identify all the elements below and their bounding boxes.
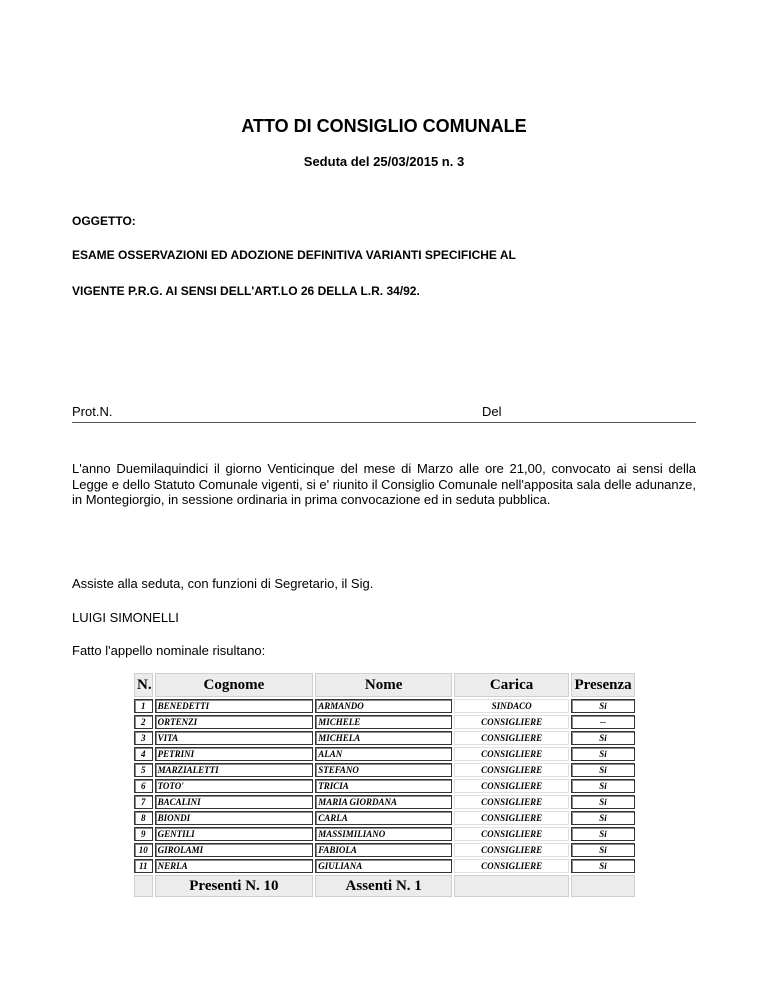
row-presenza: Si [571,779,635,793]
row-number: 11 [134,859,153,873]
row-presenza: Si [571,811,635,825]
row-nome: MASSIMILIANO [315,827,452,841]
row-presenza: Si [571,859,635,873]
row-number: 8 [134,811,153,825]
table-row [134,779,635,793]
footer-empty-cell [571,875,635,897]
row-cognome: VITA [155,731,314,745]
row-cognome: GENTILI [155,827,314,841]
row-carica: CONSIGLIERE [454,715,569,729]
row-nome: FABIOLA [315,843,452,857]
document-title: ATTO DI CONSIGLIO COMUNALE [241,116,527,136]
row-nome: MARIA GIORDANA [315,795,452,809]
row-carica: CONSIGLIERE [454,763,569,777]
footer-empty-cell [454,875,569,897]
footer-presenti: Presenti N. 10 [155,875,314,897]
row-cognome: MARZIALETTI [155,763,314,777]
row-nome: TRICIA [315,779,452,793]
attendance-table [132,671,637,899]
appello-text: Fatto l'appello nominale risultano: [72,643,266,658]
row-cognome: BIONDI [155,811,314,825]
row-cognome: BENEDETTI [155,699,314,713]
header-n: N. [134,673,153,697]
row-presenza: Si [571,763,635,777]
del-label: Del [482,404,502,419]
row-presenza: Si [571,699,635,713]
table-row [134,827,635,841]
row-cognome: NERLA [155,859,314,873]
row-number: 1 [134,699,153,713]
row-presenza: Si [571,843,635,857]
row-nome: MICHELA [315,731,452,745]
table-row [134,811,635,825]
row-cognome: TOTO' [155,779,314,793]
secretary-name: LUIGI SIMONELLI [72,610,179,625]
header-carica: Carica [454,673,569,697]
row-presenza: Si [571,747,635,761]
table-row [134,699,635,713]
oggetto-line-2: VIGENTE P.R.G. AI SENSI DELL'ART.LO 26 DELLA L.R. 34/92. [72,284,420,298]
assiste-text: Assiste alla seduta, con funzioni di Segretario, il Sig. [72,576,374,591]
table-row [134,715,635,729]
table-footer-row [134,875,635,897]
row-nome: MICHELE [315,715,452,729]
row-number: 3 [134,731,153,745]
row-nome: GIULIANA [315,859,452,873]
row-carica: CONSIGLIERE [454,731,569,745]
session-subtitle: Seduta del 25/03/2015 n. 3 [303,154,465,169]
row-number: 7 [134,795,153,809]
row-nome: STEFANO [315,763,452,777]
row-number: 9 [134,827,153,841]
row-presenza: Si [571,795,635,809]
row-number: 2 [134,715,153,729]
row-number: 4 [134,747,153,761]
row-carica: CONSIGLIERE [454,747,569,761]
table-row [134,763,635,777]
footer-assenti: Assenti N. 1 [315,875,452,897]
row-nome: CARLA [315,811,452,825]
header-cognome: Cognome [155,673,314,697]
header-nome: Nome [315,673,452,697]
row-cognome: PETRINI [155,747,314,761]
table-row [134,795,635,809]
header-presenza: Presenza [571,673,635,697]
prot-label: Prot.N. [72,404,113,419]
row-nome: ALAN [315,747,452,761]
table-header-row [134,673,635,697]
oggetto-label: OGGETTO: [72,214,136,228]
row-number: 5 [134,763,153,777]
row-carica: CONSIGLIERE [454,795,569,809]
table-row [134,731,635,745]
footer-empty-cell [134,875,153,897]
row-cognome: BACALINI [155,795,314,809]
row-nome: ARMANDO [315,699,452,713]
row-carica: CONSIGLIERE [454,859,569,873]
row-carica: CONSIGLIERE [454,827,569,841]
row-presenza: Si [571,827,635,841]
session-paragraph: L'anno Duemilaquindici il giorno Venticinque del mese di Marzo alle ore 21,00, convocato ai sensi della Legge e dello Statuto Comunale vigenti, si e' riunito il Consiglio Comunale nell'apposita sala delle adunanze, in Montegiorgio, in sessione ordinaria in prima convocazione ed in seduta pubblica. [72,461,696,507]
row-presenza: -- [571,715,635,729]
oggetto-line-1: ESAME OSSERVAZIONI ED ADOZIONE DEFINITIVA VARIANTI SPECIFICHE AL [72,248,516,262]
row-carica: CONSIGLIERE [454,779,569,793]
protocol-row [72,404,696,423]
table-row [134,859,635,873]
table-row [134,843,635,857]
row-number: 6 [134,779,153,793]
row-carica: CONSIGLIERE [454,843,569,857]
row-presenza: Si [571,731,635,745]
row-carica: CONSIGLIERE [454,811,569,825]
row-cognome: GIROLAMI [155,843,314,857]
row-number: 10 [134,843,153,857]
row-carica: SINDACO [454,699,569,713]
table-row [134,747,635,761]
row-cognome: ORTENZI [155,715,314,729]
